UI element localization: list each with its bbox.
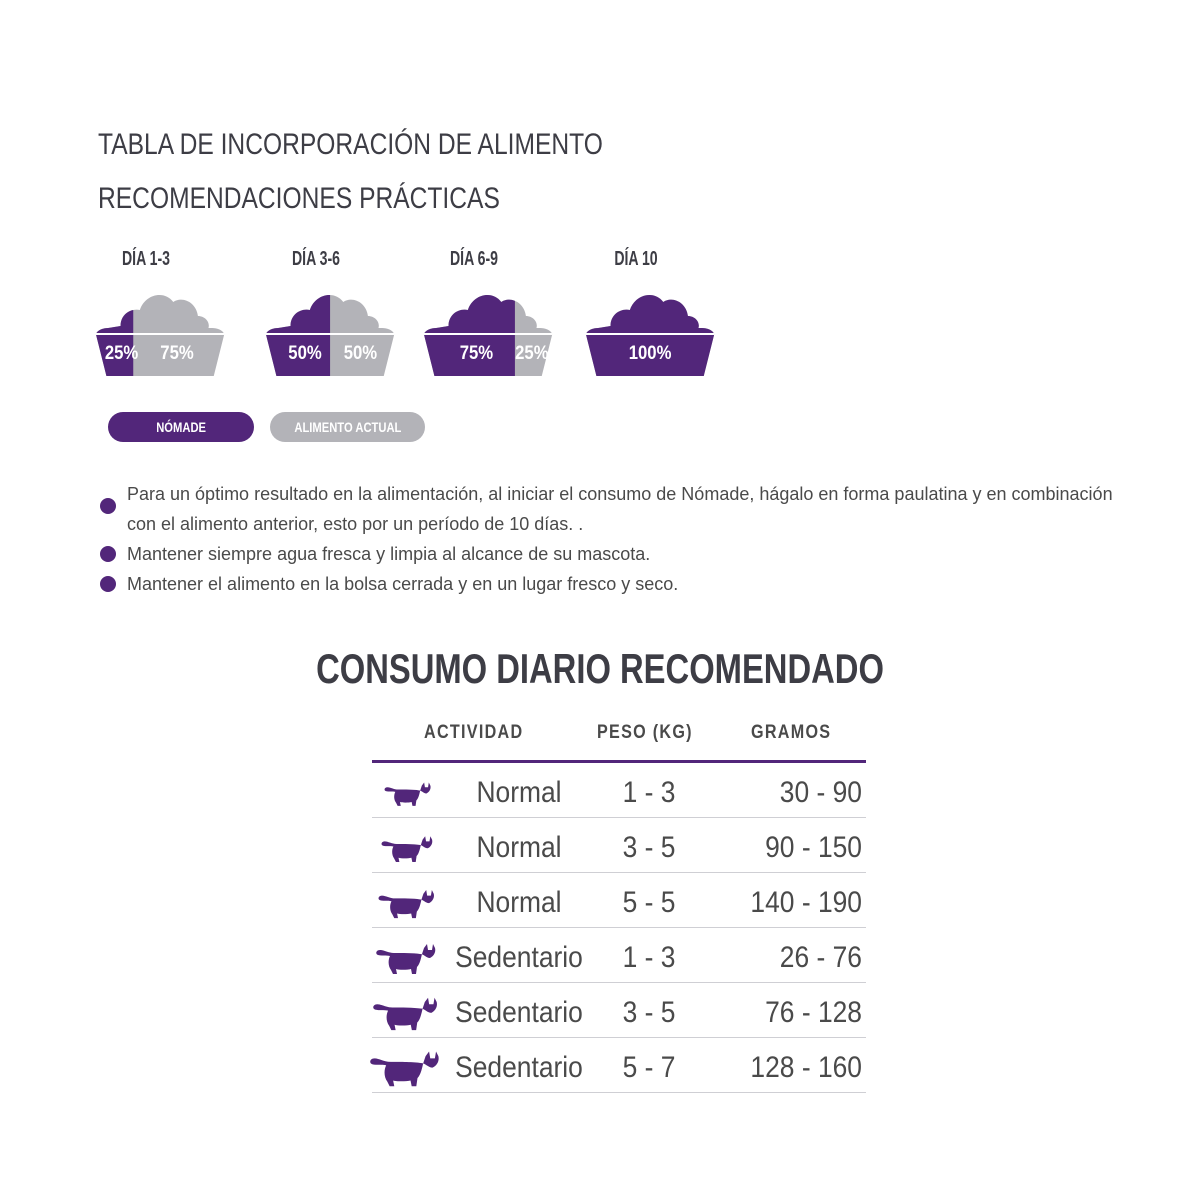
actividad-cell: Sedentario bbox=[455, 1051, 583, 1084]
gramos-cell: 30 - 90 bbox=[779, 776, 862, 809]
cat-icon bbox=[372, 826, 442, 866]
food-bowl-icon bbox=[408, 284, 558, 384]
legend-alimento-actual: ALIMENTO ACTUAL bbox=[270, 412, 425, 442]
gramos-cell: 26 - 76 bbox=[779, 941, 862, 974]
bowl-day-3 bbox=[408, 248, 549, 388]
actividad-cell: Normal bbox=[476, 831, 562, 864]
peso-cell: 1 - 3 bbox=[622, 776, 676, 809]
list-item: Mantener siempre agua fresca y limpia al alcance de su mascota. bbox=[100, 539, 1120, 569]
day-label: DÍA 1-3 bbox=[121, 248, 170, 270]
nomade-percent: 50% bbox=[288, 342, 322, 364]
table-row bbox=[372, 763, 866, 818]
actual-percent: 25% bbox=[515, 342, 549, 364]
table-row bbox=[372, 983, 866, 1038]
gramos-cell: 128 - 160 bbox=[750, 1051, 862, 1084]
cat-icon bbox=[372, 771, 442, 811]
bullet-dot-icon bbox=[100, 498, 116, 514]
nomade-percent: 100% bbox=[628, 342, 672, 364]
nomade-percent: 75% bbox=[459, 342, 494, 364]
recommendations-list bbox=[100, 479, 1120, 599]
table-row bbox=[372, 928, 866, 983]
bowl-day-1 bbox=[80, 248, 212, 388]
recommendations-heading: RECOMENDACIONES PRÁCTICAS bbox=[98, 182, 500, 215]
bullet-dot-icon bbox=[100, 576, 116, 592]
day-label: DÍA 6-9 bbox=[449, 248, 498, 270]
peso-cell: 5 - 7 bbox=[622, 1051, 676, 1084]
table-row bbox=[372, 1038, 866, 1093]
day-label: DÍA 10 bbox=[614, 248, 658, 270]
bowl-day-2 bbox=[250, 248, 382, 388]
actividad-cell: Normal bbox=[476, 886, 562, 919]
food-bowl-icon bbox=[250, 284, 400, 384]
actual-percent: 75% bbox=[160, 342, 194, 364]
cat-icon bbox=[372, 936, 442, 976]
bullet-dot-icon bbox=[100, 546, 116, 562]
header-peso: PESO (KG) bbox=[597, 722, 693, 743]
peso-cell: 3 - 5 bbox=[622, 996, 676, 1029]
gramos-cell: 76 - 128 bbox=[765, 996, 862, 1029]
peso-cell: 3 - 5 bbox=[622, 831, 676, 864]
list-item: Para un óptimo resultado en la alimentación, al iniciar el consumo de Nómade, hágalo en forma paulatina y en combinación con el alimento anterior, esto por un período de 10 días. . bbox=[100, 479, 1120, 539]
food-bowl-icon bbox=[80, 284, 230, 384]
day-label: DÍA 3-6 bbox=[291, 248, 340, 270]
table-row bbox=[372, 818, 866, 873]
table-header bbox=[372, 718, 866, 763]
peso-cell: 1 - 3 bbox=[622, 941, 676, 974]
nomade-percent: 25% bbox=[104, 342, 139, 364]
page-title: TABLA DE INCORPORACIÓN DE ALIMENTO bbox=[98, 128, 603, 161]
peso-cell: 5 - 5 bbox=[622, 886, 676, 919]
consumption-table bbox=[372, 718, 866, 1093]
cat-icon bbox=[372, 1046, 442, 1086]
cat-icon bbox=[372, 991, 442, 1031]
table-row bbox=[372, 873, 866, 928]
actividad-cell: Normal bbox=[476, 776, 562, 809]
header-gramos: GRAMOS bbox=[751, 722, 832, 743]
gramos-cell: 90 - 150 bbox=[765, 831, 862, 864]
header-actividad: ACTIVIDAD bbox=[424, 722, 524, 743]
cat-icon bbox=[372, 881, 442, 921]
list-item: Mantener el alimento en la bolsa cerrada y en un lugar fresco y seco. bbox=[100, 569, 1120, 599]
actual-percent: 50% bbox=[343, 342, 378, 364]
gramos-cell: 140 - 190 bbox=[750, 886, 862, 919]
legend-nomade: NÓMADE bbox=[108, 412, 254, 442]
daily-consumption-heading: CONSUMO DIARIO RECOMENDADO bbox=[316, 645, 884, 692]
food-bowl-icon bbox=[570, 284, 720, 384]
actividad-cell: Sedentario bbox=[455, 941, 583, 974]
actividad-cell: Sedentario bbox=[455, 996, 583, 1029]
bowl-day-4 bbox=[570, 248, 702, 388]
